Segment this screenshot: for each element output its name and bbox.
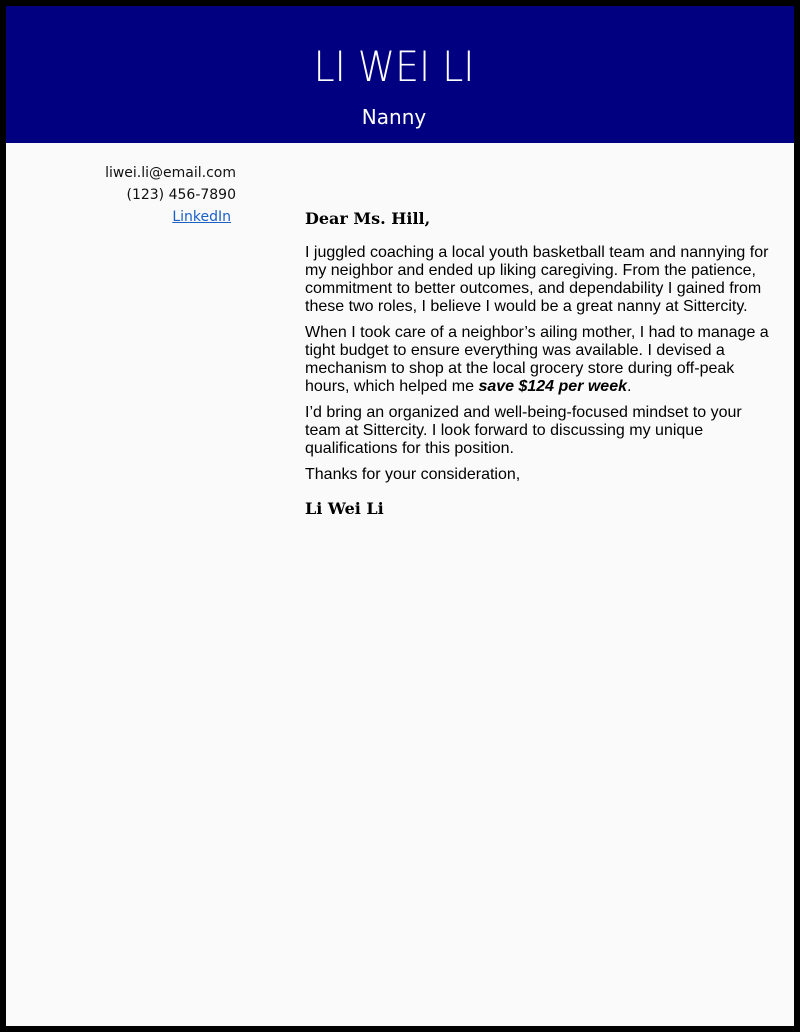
- paragraph-2-emphasis: save $124 per week: [478, 378, 627, 395]
- paragraph-2-end: .: [627, 378, 632, 395]
- contact-phone: (123) 456-7890: [126, 187, 236, 203]
- contact-info: [105, 162, 236, 228]
- cover-letter-page: [6, 6, 794, 1026]
- linkedin-link[interactable]: LinkedIn: [172, 209, 231, 225]
- signature: Li Wei Li: [305, 499, 384, 518]
- paragraph-1: I juggled coaching a local youth basketball team and nannying for my neighbor and ended up liking caregiving. From the patience, commitment to better outcomes, and dependability I gained from these two roles, I believe I would be a great nanny at Sittercity.: [305, 244, 769, 315]
- paragraph-3: I’d bring an organized and well-being-focused mindset to your team at Sittercity. I look forward to discussing my unique qualifications for this position.: [305, 404, 742, 457]
- contact-email: liwei.li@email.com: [105, 165, 236, 181]
- paragraph-2-text: When I took care of a neighbor’s ailing mother, I had to manage a tight budget to ensure everything was available. I devised a mechanism to shop at the local grocery store during off-peak hours, which helped me: [305, 324, 769, 395]
- salutation: Dear Ms. Hill,: [305, 209, 431, 228]
- header-banner: [6, 6, 794, 143]
- applicant-name: LI WEI LI: [313, 42, 475, 91]
- closing: Thanks for your consideration,: [305, 466, 521, 483]
- paragraph-2: [305, 324, 775, 396]
- letter-body: [305, 206, 775, 519]
- job-title: Nanny: [361, 105, 427, 129]
